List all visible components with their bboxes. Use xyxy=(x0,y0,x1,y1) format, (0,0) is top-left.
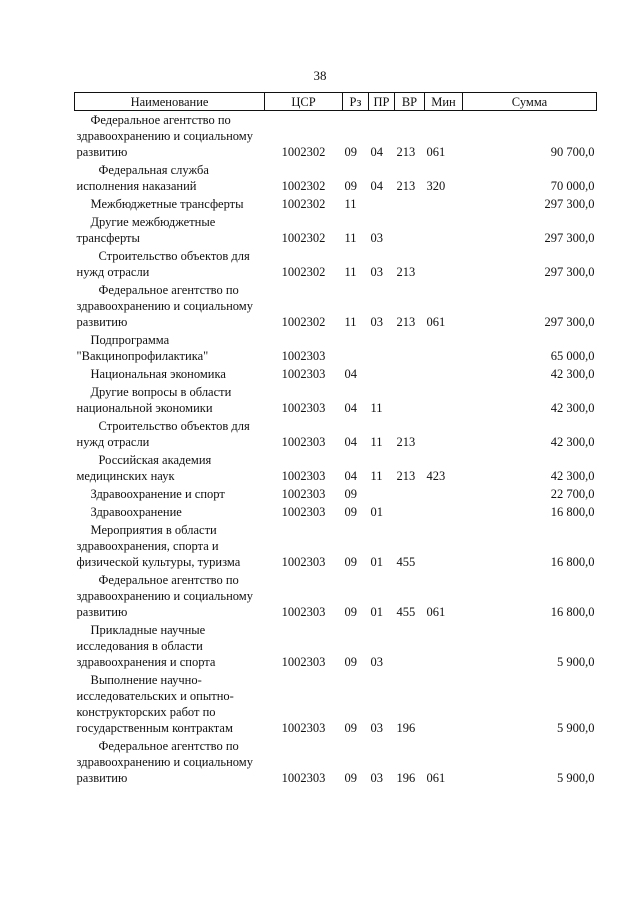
row-name: Другие межбюджетные трансферты xyxy=(76,215,216,245)
row-csr: 1002303 xyxy=(281,605,326,619)
row-name: Строительство объектов для нужд отрасли xyxy=(76,249,250,279)
row-min: 423 xyxy=(426,469,446,483)
row-rz: 11 xyxy=(344,197,357,211)
row-sum: 90 700,0 xyxy=(550,145,595,159)
row-vr: 196 xyxy=(396,721,416,735)
row-min xyxy=(425,503,463,521)
table-row xyxy=(75,195,597,213)
row-name: Российская академия медицинских наук xyxy=(76,453,212,483)
row-pr: 03 xyxy=(370,655,383,669)
header-sum: Сумма xyxy=(463,93,597,111)
row-rz: 09 xyxy=(344,655,357,669)
row-name: Подпрограмма "Вакцинопрофилактика" xyxy=(76,333,209,363)
row-csr: 1002303 xyxy=(281,771,326,785)
row-csr: 1002302 xyxy=(281,315,326,329)
row-name: Здравоохранение xyxy=(90,505,182,519)
row-sum: 5 900,0 xyxy=(557,771,595,785)
row-min: 061 xyxy=(426,605,446,619)
table-row xyxy=(75,365,597,383)
row-sum: 5 900,0 xyxy=(557,655,595,669)
row-sum: 16 800,0 xyxy=(550,605,595,619)
row-pr: 03 xyxy=(370,231,383,245)
row-csr: 1002302 xyxy=(281,145,326,159)
row-rz: 11 xyxy=(344,315,357,329)
row-pr xyxy=(369,195,395,213)
row-sum: 16 800,0 xyxy=(550,555,595,569)
row-min xyxy=(425,365,463,383)
row-sum: 297 300,0 xyxy=(544,265,595,279)
row-pr xyxy=(369,365,395,383)
table-row xyxy=(75,621,597,671)
row-sum: 42 300,0 xyxy=(550,367,595,381)
row-rz: 09 xyxy=(344,721,357,735)
row-pr: 11 xyxy=(370,435,383,449)
row-min: 320 xyxy=(426,179,446,193)
row-min xyxy=(425,247,463,281)
row-sum: 42 300,0 xyxy=(550,401,595,415)
row-sum: 16 800,0 xyxy=(550,505,595,519)
table-row xyxy=(75,503,597,521)
row-csr: 1002303 xyxy=(281,367,326,381)
row-name: Федеральное агентство по здравоохранению и социальному развитию xyxy=(76,739,253,785)
row-pr: 11 xyxy=(370,469,383,483)
row-name: Федеральное агентство по здравоохранению и социальному развитию xyxy=(76,573,253,619)
header-rz: Рз xyxy=(343,93,369,111)
table-row xyxy=(75,331,597,365)
row-rz: 04 xyxy=(344,435,357,449)
row-name: Национальная экономика xyxy=(90,367,226,381)
row-min xyxy=(425,331,463,365)
row-name: Здравоохранение и спорт xyxy=(90,487,225,501)
row-name: Федеральное агентство по здравоохранению и социальному развитию xyxy=(76,113,253,159)
table-row xyxy=(75,247,597,281)
row-vr xyxy=(395,503,425,521)
row-csr: 1002303 xyxy=(281,487,326,501)
row-rz: 09 xyxy=(344,145,357,159)
row-rz: 09 xyxy=(344,179,357,193)
row-name: Выполнение научно-исследовательских и опытно-конструкторских работ по государственным контрактам xyxy=(76,673,234,735)
row-vr: 196 xyxy=(396,771,416,785)
row-vr: 213 xyxy=(396,435,416,449)
row-min xyxy=(425,195,463,213)
row-vr: 213 xyxy=(396,145,416,159)
table-row xyxy=(75,485,597,503)
row-name: Прикладные научные исследования в области здравоохранения и спорта xyxy=(76,623,216,669)
row-vr: 213 xyxy=(396,315,416,329)
row-rz: 09 xyxy=(344,505,357,519)
row-pr: 04 xyxy=(370,179,383,193)
row-sum: 22 700,0 xyxy=(550,487,595,501)
row-csr: 1002302 xyxy=(281,231,326,245)
row-vr: 455 xyxy=(396,605,416,619)
row-csr: 1002303 xyxy=(281,655,326,669)
row-pr: 01 xyxy=(370,605,383,619)
table-row xyxy=(75,281,597,331)
row-min xyxy=(425,383,463,417)
header-name: Наименование xyxy=(75,93,265,111)
table-row xyxy=(75,671,597,737)
row-min xyxy=(425,213,463,247)
row-rz: 09 xyxy=(344,605,357,619)
row-pr: 03 xyxy=(370,315,383,329)
row-vr: 213 xyxy=(396,179,416,193)
table-row xyxy=(75,571,597,621)
row-sum: 297 300,0 xyxy=(544,231,595,245)
row-pr: 01 xyxy=(370,505,383,519)
row-name: Строительство объектов для нужд отрасли xyxy=(76,419,250,449)
row-csr: 1002303 xyxy=(281,555,326,569)
row-vr: 213 xyxy=(396,469,416,483)
row-sum: 65 000,0 xyxy=(550,349,595,363)
row-vr xyxy=(395,331,425,365)
row-vr xyxy=(395,213,425,247)
table-row xyxy=(75,417,597,451)
row-csr: 1002303 xyxy=(281,401,326,415)
row-pr: 03 xyxy=(370,721,383,735)
row-rz: 11 xyxy=(344,231,357,245)
row-pr: 03 xyxy=(370,771,383,785)
row-vr: 213 xyxy=(396,265,416,279)
page-number: 38 xyxy=(313,68,327,83)
row-name: Федеральная служба исполнения наказаний xyxy=(76,163,209,193)
row-min: 061 xyxy=(426,145,446,159)
header-vr: ВР xyxy=(395,93,425,111)
row-name: Федеральное агентство по здравоохранению и социальному развитию xyxy=(76,283,253,329)
row-rz: 11 xyxy=(344,265,357,279)
row-sum: 42 300,0 xyxy=(550,435,595,449)
row-vr xyxy=(395,383,425,417)
row-sum: 297 300,0 xyxy=(544,315,595,329)
row-csr: 1002302 xyxy=(281,265,326,279)
row-rz xyxy=(343,331,369,365)
row-name: Межбюджетные трансферты xyxy=(90,197,244,211)
table-row xyxy=(75,213,597,247)
row-sum: 42 300,0 xyxy=(550,469,595,483)
row-min: 061 xyxy=(426,315,446,329)
row-sum: 5 900,0 xyxy=(557,721,595,735)
row-rz: 09 xyxy=(344,487,357,501)
row-rz: 04 xyxy=(344,469,357,483)
table-row xyxy=(75,161,597,195)
row-min: 061 xyxy=(426,771,446,785)
table-row xyxy=(75,111,597,162)
row-name: Мероприятия в области здравоохранения, спорта и физической культуры, туризма xyxy=(76,523,241,569)
table-row xyxy=(75,737,597,787)
row-pr: 04 xyxy=(370,145,383,159)
row-vr xyxy=(395,365,425,383)
row-rz: 09 xyxy=(344,555,357,569)
row-vr xyxy=(395,621,425,671)
row-min xyxy=(425,621,463,671)
header-pr: ПР xyxy=(369,93,395,111)
row-csr: 1002303 xyxy=(281,721,326,735)
row-name: Другие вопросы в области национальной экономики xyxy=(76,385,232,415)
table-header-row xyxy=(75,93,597,111)
row-csr: 1002303 xyxy=(281,435,326,449)
header-min: Мин xyxy=(425,93,463,111)
row-csr: 1002302 xyxy=(281,179,326,193)
table-row xyxy=(75,451,597,485)
row-rz: 04 xyxy=(344,401,357,415)
header-csr: ЦСР xyxy=(265,93,343,111)
table-row xyxy=(75,383,597,417)
row-pr: 01 xyxy=(370,555,383,569)
budget-table xyxy=(74,92,597,787)
row-pr xyxy=(369,331,395,365)
row-sum: 297 300,0 xyxy=(544,197,595,211)
row-rz: 04 xyxy=(344,367,357,381)
row-csr: 1002303 xyxy=(281,349,326,363)
row-rz: 09 xyxy=(344,771,357,785)
row-pr: 11 xyxy=(370,401,383,415)
row-sum: 70 000,0 xyxy=(550,179,595,193)
row-pr: 03 xyxy=(370,265,383,279)
row-csr: 1002303 xyxy=(281,469,326,483)
row-vr xyxy=(395,195,425,213)
row-vr xyxy=(395,485,425,503)
row-min xyxy=(425,671,463,737)
table-row xyxy=(75,521,597,571)
row-min xyxy=(425,521,463,571)
row-csr: 1002303 xyxy=(281,505,326,519)
row-pr xyxy=(369,485,395,503)
row-min xyxy=(425,417,463,451)
row-min xyxy=(425,485,463,503)
row-csr: 1002302 xyxy=(281,197,326,211)
row-vr: 455 xyxy=(396,555,416,569)
